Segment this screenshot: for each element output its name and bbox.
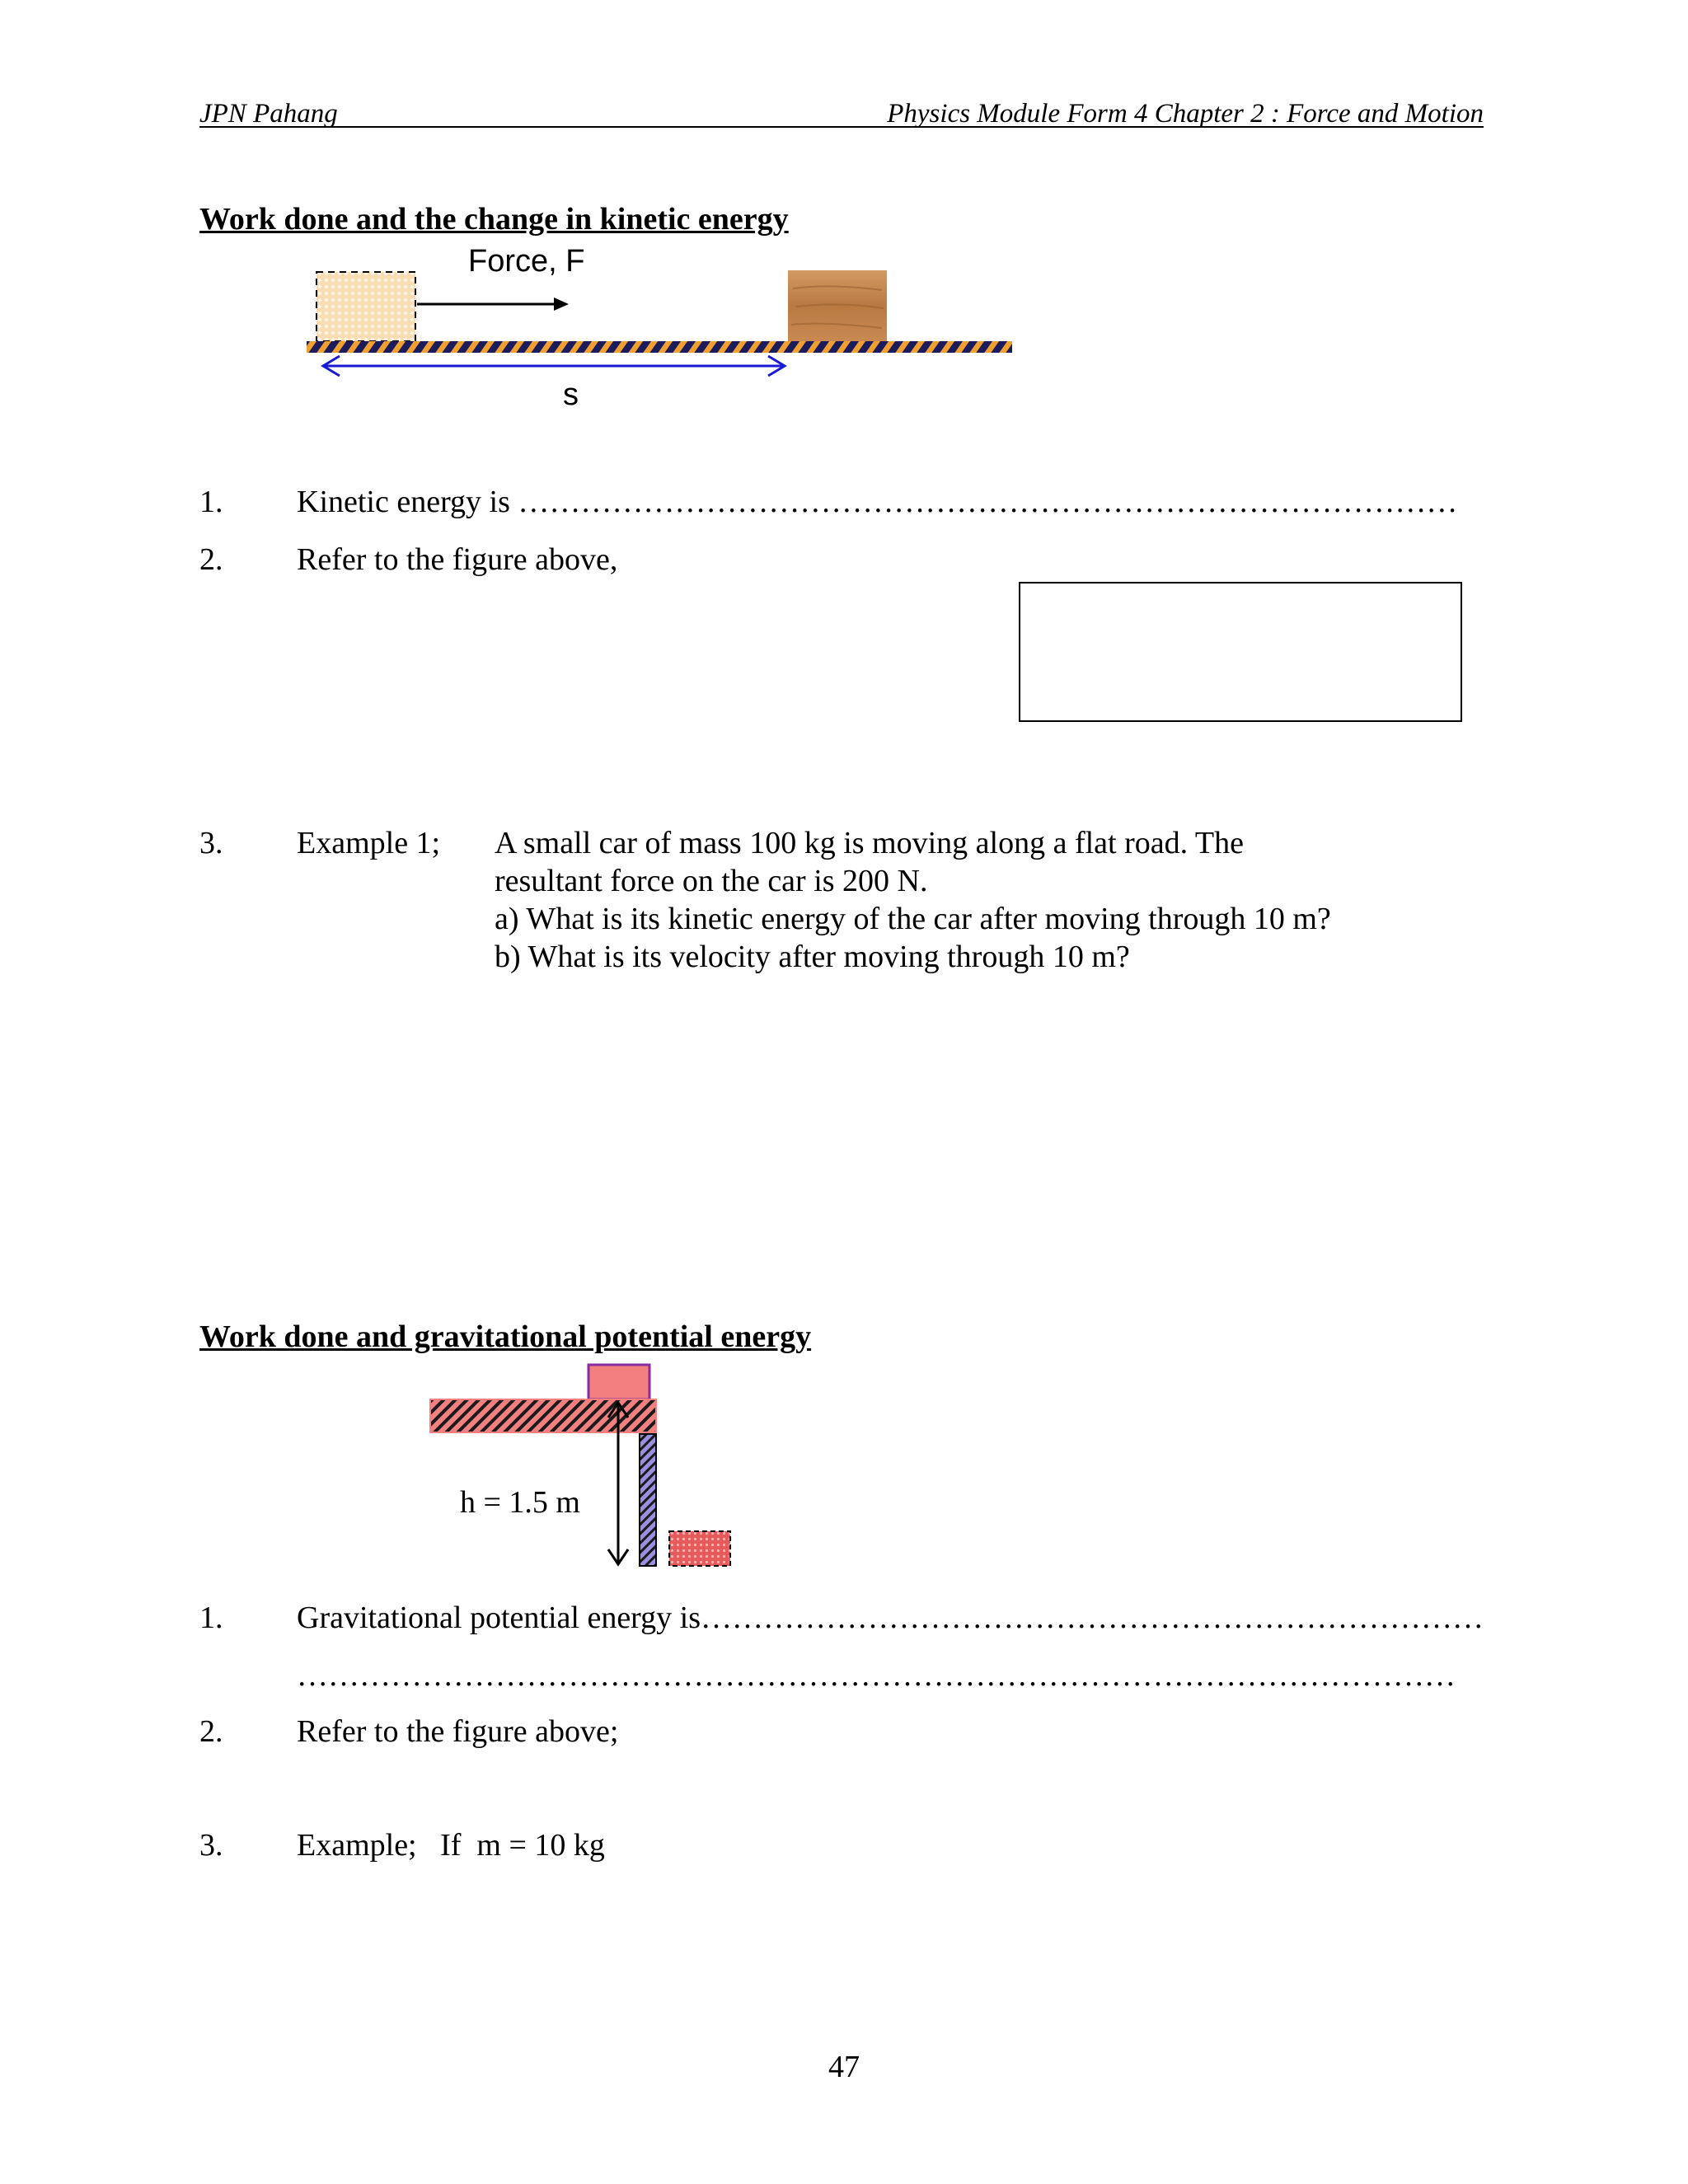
kinetic-energy-figure <box>0 0 1688 429</box>
section2-heading: Work done and gravitational potential energy <box>199 1319 812 1354</box>
distance-arrow <box>323 356 785 376</box>
s1-item3-line3: a) What is its kinetic energy of the car after moving through 10 m? <box>495 902 1331 936</box>
s1-item3-label: Example 1; <box>297 826 441 860</box>
s1-item1-text: Kinetic energy is ……………………………………………………………………………… <box>297 485 1458 519</box>
support-pillar <box>640 1434 656 1566</box>
answer-box[interactable] <box>1019 582 1462 722</box>
upper-block <box>588 1365 649 1399</box>
force-label: Force, F <box>468 244 585 279</box>
s1-item3-line4: b) What is its velocity after moving through 10 m? <box>495 940 1130 974</box>
distance-label: s <box>563 377 579 412</box>
s2-item2-text: Refer to the figure above; <box>297 1714 619 1749</box>
block-end <box>788 270 887 341</box>
upper-shelf <box>430 1399 656 1432</box>
s1-item1-number: 1. <box>199 485 223 519</box>
potential-energy-figure <box>0 1352 1688 1615</box>
surface <box>307 341 1012 353</box>
lower-block <box>669 1531 730 1566</box>
header-left: JPN Pahang <box>199 99 338 129</box>
s2-item2-number: 2. <box>199 1714 223 1749</box>
s1-item2-text: Refer to the figure above, <box>297 542 618 577</box>
section1-heading: Work done and the change in kinetic energy <box>199 202 789 237</box>
s1-item3-line1: A small car of mass 100 kg is moving along a flat road. The <box>495 826 1245 860</box>
s1-item3-line2: resultant force on the car is 200 N. <box>495 864 928 898</box>
s2-item3-text: Example; If m = 10 kg <box>297 1828 605 1863</box>
s2-item1-text: Gravitational potential energy is………………………………………………………………… <box>297 1601 1484 1635</box>
s1-item3-number: 3. <box>199 826 223 860</box>
s2-item1-number: 1. <box>199 1601 223 1635</box>
s2-item3-number: 3. <box>199 1828 223 1863</box>
page-number: 47 <box>828 2050 860 2084</box>
height-label: h = 1.5 m <box>460 1485 580 1520</box>
block-start <box>316 272 415 341</box>
s2-item1-continuation: ………………………………………………………………………………………………… <box>297 1658 1456 1693</box>
force-arrowhead <box>554 298 569 311</box>
s1-item2-number: 2. <box>199 542 223 577</box>
header-right: Physics Module Form 4 Chapter 2 : Force and Motion <box>887 99 1484 129</box>
